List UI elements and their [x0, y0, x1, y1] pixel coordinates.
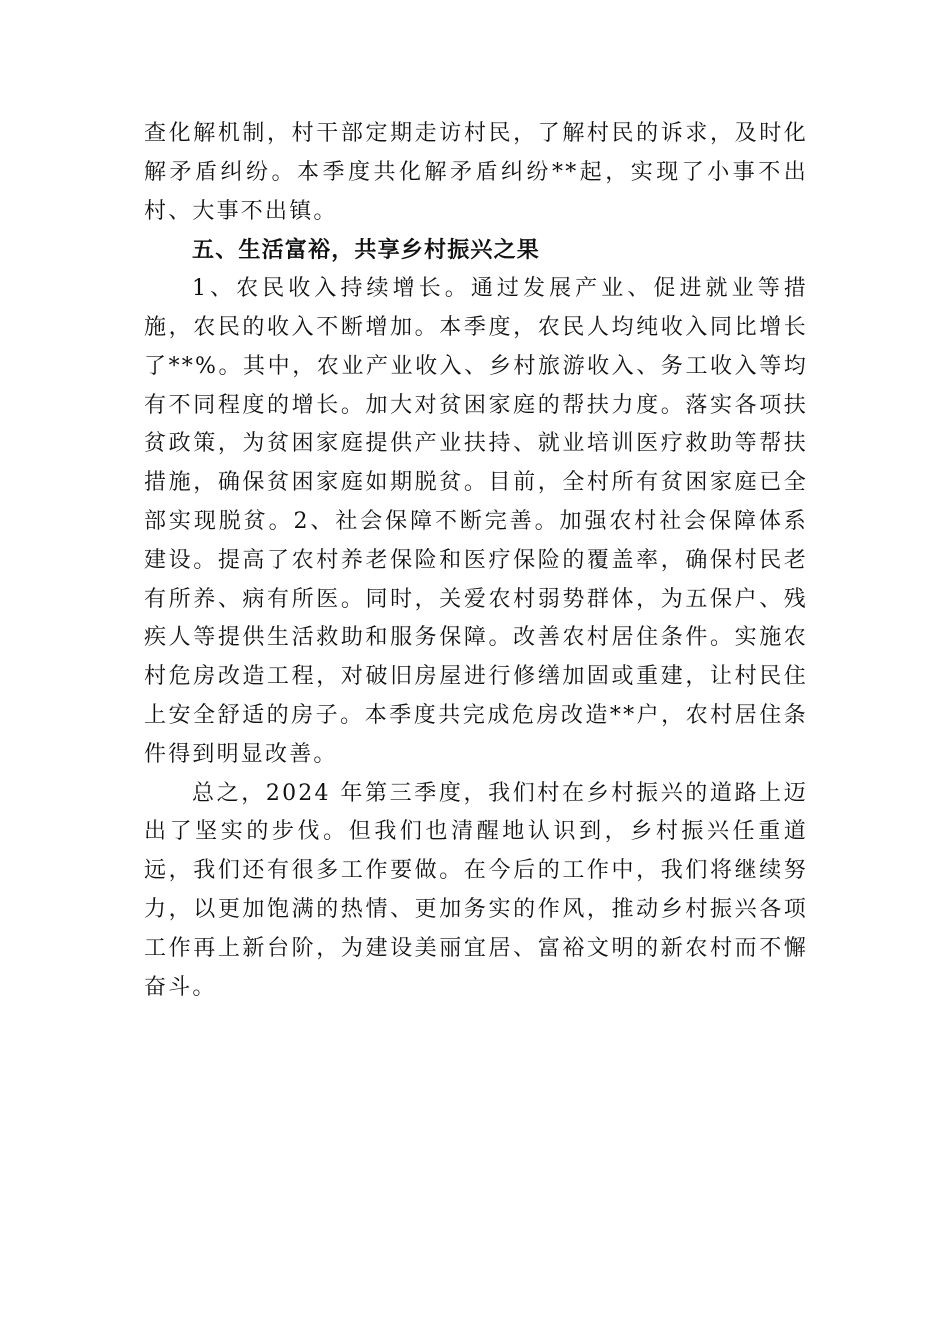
section-heading: 五、生活富裕，共享乡村振兴之果	[192, 237, 541, 264]
paragraph-income: 1、农民收入持续增长。通过发展产业、促进就业等措施，农民的收入不断增加。本季度，农民人均纯收入同比增长了**%。其中，农业产业收入、乡村旅游收入、务工收入等均有不同程度的增长。加大对贫困家庭的帮扶力度。落实各项扶贫政策，为贫困家庭提供产业扶持、就业培训医疗救助等帮扶措施，确保贫困家庭如期脱贫。目前，全村所有贫困家庭已全部实现脱贫。2、社会保障不断完善。加强农村社会保障体系建设。提高了农村养老保险和医疗保险的覆盖率，确保村民老有所养、病有所医。同时，关爱农村弱势群体，为五保户、残疾人等提供生活救助和服务保障。改善农村居住条件。实施农村危房改造工程，对破旧房屋进行修缮加固或重建，让村民住上安全舒适的房子。本季度共完成危房改造**户，农村居住条件得到明显改善。	[144, 276, 808, 767]
paragraph-conclusion: 总之，2024 年第三季度，我们村在乡村振兴的道路上迈出了坚实的步伐。但我们也清醒地认识到，乡村振兴任重道远，我们还有很多工作要做。在今后的工作中，我们将继续努力，以更加饱满的热情、更加务实的作风，推动乡村振兴各项工作再上新台阶，为建设美丽宜居、富裕文明的新农村而不懈奋斗。	[144, 780, 808, 1000]
paragraph-continued: 查化解机制，村干部定期走访村民，了解村民的诉求，及时化解矛盾纠纷。本季度共化解矛盾纠纷**起，实现了小事不出村、大事不出镇。	[144, 121, 808, 224]
document-body	[144, 115, 808, 1007]
